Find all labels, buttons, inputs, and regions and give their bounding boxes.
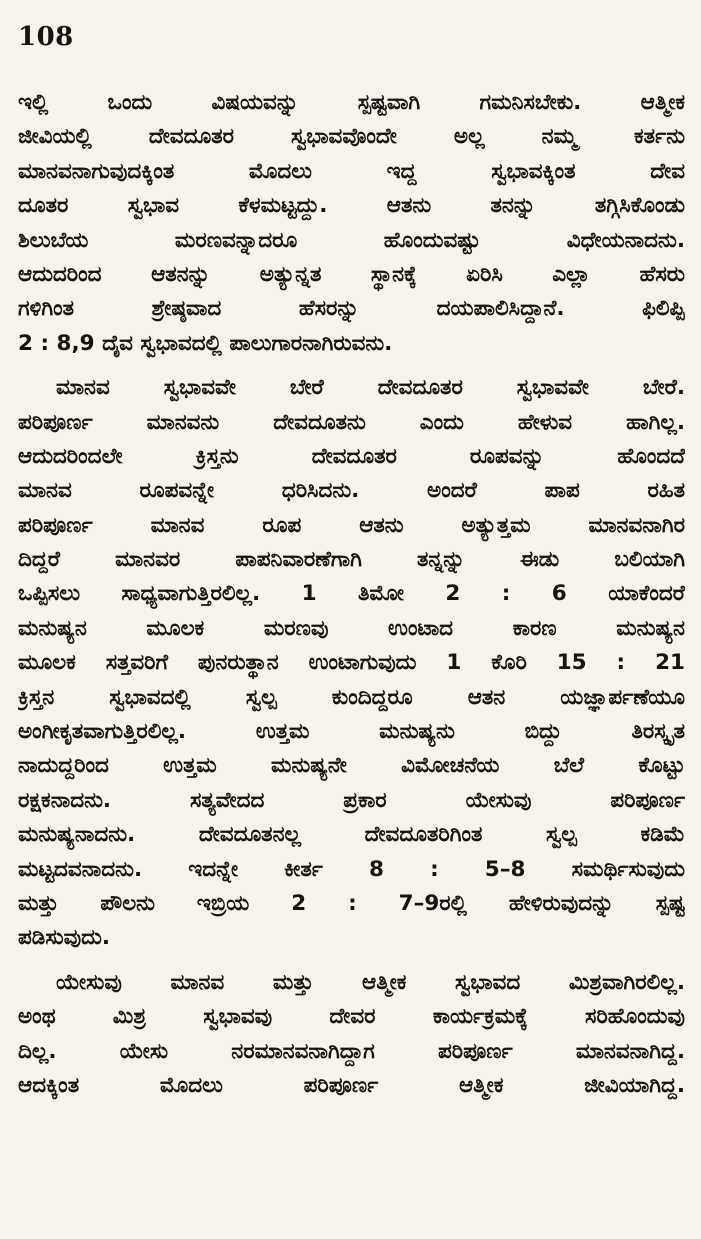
text-line: ಇಲ್ಲಿ ಒಂದು ವಿಷಯವನ್ನು ಸ್ಪಷ್ಟವಾಗಿ ಗಮನಿಸಬೇಕು. ಆತ್ಮೀಕ: [18, 90, 685, 115]
text-line: ಒಪ್ಪಿಸಲು ಸಾಧ್ಯವಾಗುತ್ತಿರಲಿಲ್ಲ. 1 ತಿಮೋ 2 : 6 ಯಾಕೆಂದರೆ: [18, 581, 685, 607]
text-line: ಕ್ರಿಸ್ತನ ಸ್ವಭಾವದಲ್ಲಿ ಸ್ವಲ್ಪ ಕುಂದಿದ್ದರೂ ಆತನ ಯಜ್ಞಾರ್ಪಣೆಯೂ: [18, 684, 685, 710]
text-line: ದೂತರ ಸ್ವಭಾವ ಕೆಳಮಟ್ಟದ್ದು. ಆತನು ತನನ್ನು ತಗ್ಗಿಸಿಕೊಂಡು: [18, 193, 685, 219]
text-line: ಪಡಿಸುವುದು.: [18, 925, 110, 951]
text-line: ಮನುಷ್ಯನಾದನು. ದೇವದೂತನಲ್ಲ ದೇವದೂತರಿಗಿಂತ ಸ್ವಲ್ಪ ಕಡಿಮೆ: [18, 822, 685, 848]
text-line: ಪರಿಪೂರ್ಣ ಮಾನವನು ದೇವದೂತನು ಎಂದು ಹೇಳುವ ಹಾಗಿಲ್ಲ.: [18, 409, 685, 435]
text-line: ಮಟ್ಟದವನಾದನು. ಇದನ್ನೇ ಕೀರ್ತ 8 : 5–8 ಸಮರ್ಥಿಸುವುದು: [18, 856, 685, 882]
text-line: ದಿಲ್ಲ. ಯೇಸು ನರಮಾನವನಾಗಿದ್ದಾಗ ಪರಿಪೂರ್ಣ ಮಾನವನಾಗಿದ್ದ.: [18, 1038, 685, 1064]
text-line: ಮಾನವ ಸ್ವಭಾವವೇ ಬೇರೆ ದೇವದೂತರ ಸ್ವಭಾವವೇ ಬೇರೆ.: [56, 375, 685, 401]
paragraph-1: [18, 86, 685, 361]
text-line: ಮತ್ತು ಪೌಲನು ಇಬ್ರಿಯ 2 : 7–9ರಲ್ಲಿ ಹೇಳಿರುವುದನ್ನು ಸ್ಪಷ್ಟ: [18, 890, 685, 916]
text-line: ಪರಿಪೂರ್ಣ ಮಾನವ ರೂಪ ಆತನು ಅತ್ಯುತ್ತಮ ಮಾನವನಾಗಿರ: [18, 512, 685, 538]
text-line: ಆದುದರಿಂದಲೇ ಕ್ರಿಸ್ತನು ದೇವದೂತರ ರೂಪವನ್ನು ಹೊಂದದೆ: [18, 443, 685, 469]
text-line: ದಿದ್ದರೆ ಮಾನವರ ಪಾಪನಿವಾರಣೆಗಾಗಿ ತನ್ನನ್ನು ಈಡು ಬಲಿಯಾಗಿ: [18, 547, 685, 573]
text-line: ಮನುಷ್ಯನ ಮೂಲಕ ಮರಣವು ಉಂಟಾದ ಕಾರಣ ಮನುಷ್ಯನ: [18, 615, 685, 641]
text-line: ಆದಕ್ಕಿಂತ ಮೊದಲು ಪರಿಪೂರ್ಣ ಆತ್ಮೀಕ ಜೀವಿಯಾಗಿದ್ದ.: [18, 1072, 685, 1098]
text-line: ಆದುದರಿಂದ ಆತನನ್ನು ಅತ್ಯುನ್ನತ ಸ್ಥಾನಕ್ಕೆ ಏರಿಸಿ ಎಲ್ಲಾ ಹೆಸರು: [18, 261, 685, 287]
text-line: ರಕ್ಷಕನಾದನು. ಸತ್ಯವೇದದ ಪ್ರಕಾರ ಯೇಸುವು ಪರಿಪೂರ್ಣ: [18, 787, 685, 813]
paragraph-2: [18, 371, 685, 956]
text-line: ಮೂಲಕ ಸತ್ತವರಿಗೆ ಪುನರುತ್ಥಾನ ಉಂಟಾಗುವುದು 1 ಕೊರಿ 15 : 21: [18, 650, 685, 676]
page-number: 108: [18, 22, 74, 52]
text-line: ಜೀವಿಯಲ್ಲಿ ದೇವದೂತರ ಸ್ವಭಾವವೊಂದೇ ಅಲ್ಲ ನಮ್ಮ ಕರ್ತನು: [18, 124, 685, 150]
text-line: ಮಾನವನಾಗುವುದಕ್ಕಿಂತ ಮೊದಲು ಇದ್ದ ಸ್ವಭಾವಕ್ಕಿಂತ ದೇವ: [18, 158, 685, 184]
text-line: ಮಾನವ ರೂಪವನ್ನೇ ಧರಿಸಿದನು. ಅಂದರೆ ಪಾಪ ರಹಿತ: [18, 478, 685, 504]
text-line: ನಾದುದ್ದರಿಂದ ಉತ್ತಮ ಮನುಷ್ಯನೇ ವಿಮೋಚನೆಯ ಬೆಲೆ ಕೊಟ್ಟು: [18, 753, 685, 779]
text-line: ಅಂಗೀಕೃತವಾಗುತ್ತಿರಲಿಲ್ಲ. ಉತ್ತಮ ಮನುಷ್ಯನು ಬಿದ್ದು ತಿರಸ್ಕೃತ: [18, 719, 685, 745]
text-line: ಅಂಥ ಮಿಶ್ರ ಸ್ವಭಾವವು ದೇವರ ಕಾರ್ಯಕ್ರಮಕ್ಕೆ ಸರಿಹೊಂದುವು: [18, 1004, 685, 1030]
text-line: ಗಳಿಗಿಂತ ಶ್ರೇಷ್ಠವಾದ ಹೆಸರನ್ನು ದಯಪಾಲಿಸಿದ್ದಾನೆ. ಫಿಲಿಪ್ಪಿ: [18, 296, 685, 322]
text-line: ಯೇಸುವು ಮಾನವ ಮತ್ತು ಆತ್ಮೀಕ ಸ್ವಭಾವದ ಮಿಶ್ರವಾಗಿರಲಿಲ್ಲ.: [56, 969, 685, 995]
text-line: 2 : 8,9 ದೈವ ಸ್ವಭಾವದಲ್ಲಿ ಪಾಲುಗಾರನಾಗಿರುವನು.: [18, 330, 393, 356]
paragraph-3: [18, 966, 685, 1104]
text-line: ಶಿಲುಬೆಯ ಮರಣವನ್ನಾದರೂ ಹೊಂದುವಷ್ಟು ವಿಧೇಯನಾದನು.: [18, 227, 685, 253]
